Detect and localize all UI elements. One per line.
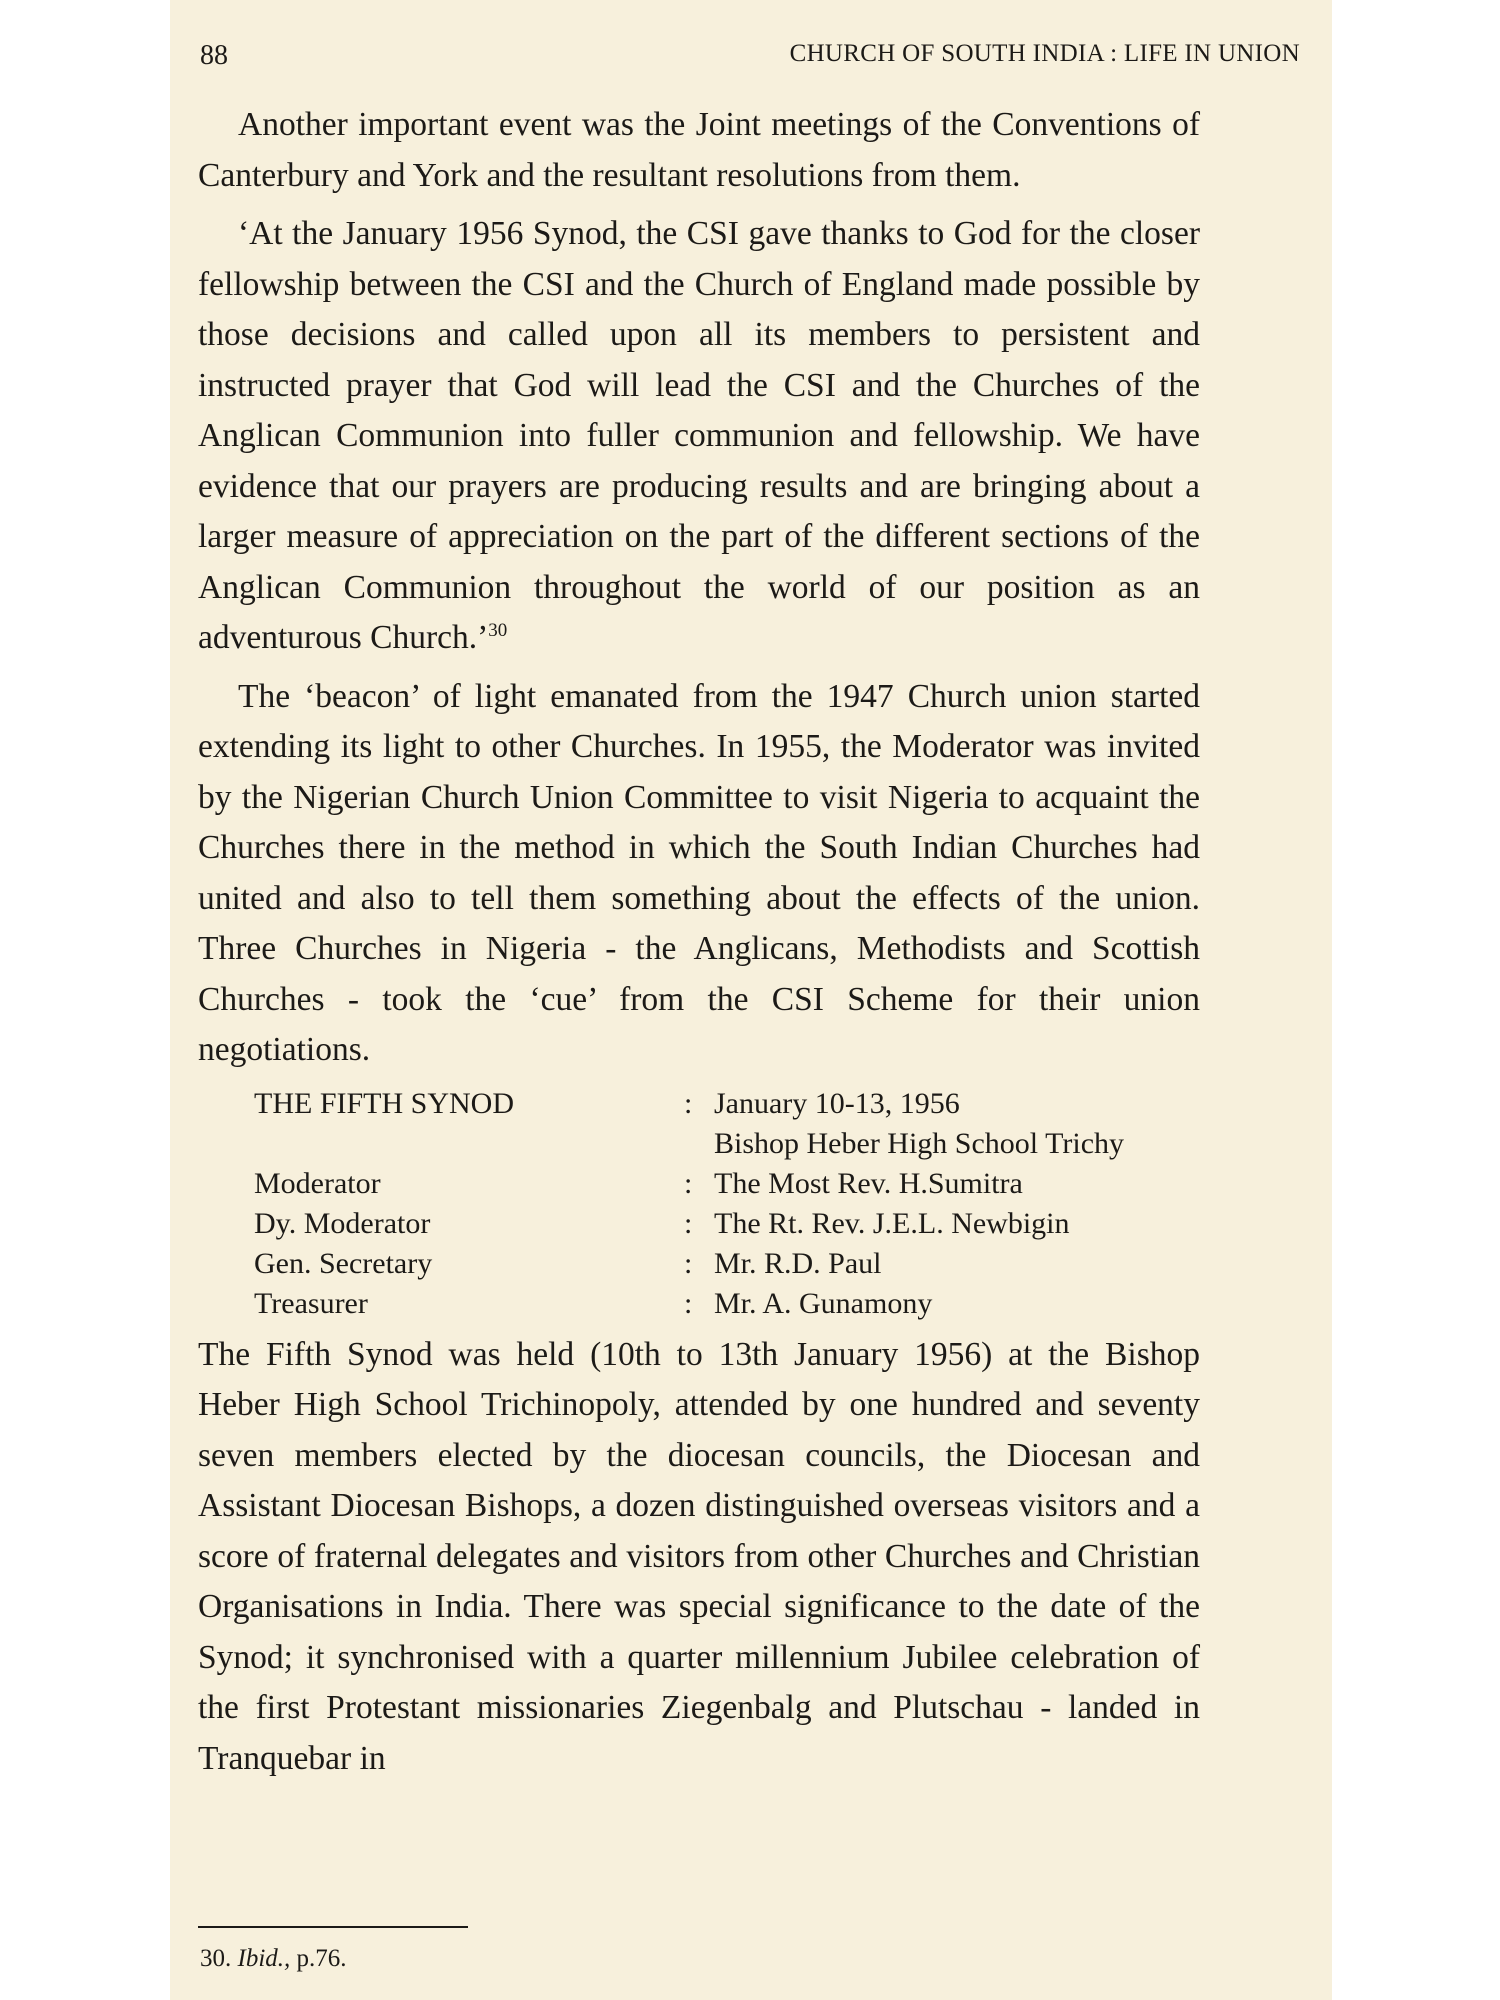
paragraph-synod-quote: ‘At the January 1956 Synod, the CSI gave thanks to God for the closer fellowship between the CSI and the Church of England made possible by those decisions and called upon all its members to persistent and instructed prayer that God will lead the CSI and the Churches of the Anglican Communion into fuller communion and fellowship. We have evidence that our prayers are producing results and are bringing about a larger measure of appreciation on the part of the different sections of the Anglican Communion throughout the world of our position as an adventurous Church.’$^{30}$ [198, 215, 1200, 656]
footnote-page: p.76. [296, 1945, 347, 1972]
row-separator: : [684, 1086, 693, 1120]
table-row [254, 1164, 1124, 1204]
page-number: 88 [200, 40, 228, 71]
paragraph-fifth-synod: The Fifth Synod was held (10th to 13th January 1956) at the Bishop Heber High School Trichinopoly, attended by one hundred and seventy seven members elected by the diocesan councils, the Diocesan and Assistant Diocesan Bishops, a dozen distinguished overseas visitors and a score of fraternal delegates and visitors from other Churches and Christian Organisations in India. There was special significance to the date of the Synod; it synchronised with a quarter millennium Jubilee celebration of the first Protestant missionaries Ziegenbalg and Plutschau - landed in Tranquebar in [198, 1335, 1200, 1777]
row-value: The Most Rev. H.Sumitra [714, 1166, 1023, 1200]
row-value: Bishop Heber High School Trichy [714, 1126, 1125, 1160]
row-label: Gen. Secretary [254, 1246, 433, 1280]
row-label: Treasurer [254, 1286, 368, 1320]
table-row [254, 1204, 1124, 1244]
footnote-number: 30. [200, 1945, 232, 1972]
footnote-source: Ibid., [237, 1945, 291, 1972]
footnote-rule [198, 1926, 468, 1928]
row-label: Dy. Moderator [254, 1206, 431, 1240]
paragraph-beacon: The ‘beacon’ of light emanated from the 1947 Church union started extending its light to other Churches. In 1955, the Moderator was invited by the Nigerian Church Union Committee to visit Nigeria to acquaint the Churches there in the method in which the South Indian Churches had united and also to tell them something about the effects of the union. Three Churches in Nigeria - the Anglicans, Methodists and Scottish Churches - took the ‘cue’ from the CSI Scheme for their union negotiations. [198, 677, 1200, 1068]
footnote-ref: 30 [488, 619, 508, 641]
row-separator: : [684, 1246, 693, 1280]
synod-officers-table [254, 1084, 1124, 1324]
book-page [170, 0, 1332, 2000]
table-row [254, 1124, 1124, 1164]
row-separator: : [684, 1206, 693, 1240]
table-row [254, 1284, 1124, 1324]
row-label: THE FIFTH SYNOD [254, 1086, 515, 1120]
row-separator: : [684, 1286, 693, 1320]
row-value: January 10-13, 1956 [714, 1086, 960, 1120]
paragraph-joint-meetings: Another important event was the Joint meetings of the Conventions of Canterbury and York and the resultant resolutions from them. [198, 106, 1200, 194]
page-header [200, 40, 1300, 80]
table-row [254, 1244, 1124, 1284]
row-label [254, 1124, 684, 1164]
row-value: Mr. R.D. Paul [714, 1246, 882, 1280]
row-value: The Rt. Rev. J.E.L. Newbigin [714, 1206, 1070, 1240]
row-label: Moderator [254, 1166, 381, 1200]
row-value: Mr. A. Gunamony [714, 1286, 933, 1320]
footnote [200, 1945, 347, 1973]
body-text [198, 100, 1200, 1792]
row-separator: : [684, 1166, 693, 1200]
running-head: CHURCH OF SOUTH INDIA : LIFE IN UNION [789, 40, 1300, 67]
table-row [254, 1084, 1124, 1124]
